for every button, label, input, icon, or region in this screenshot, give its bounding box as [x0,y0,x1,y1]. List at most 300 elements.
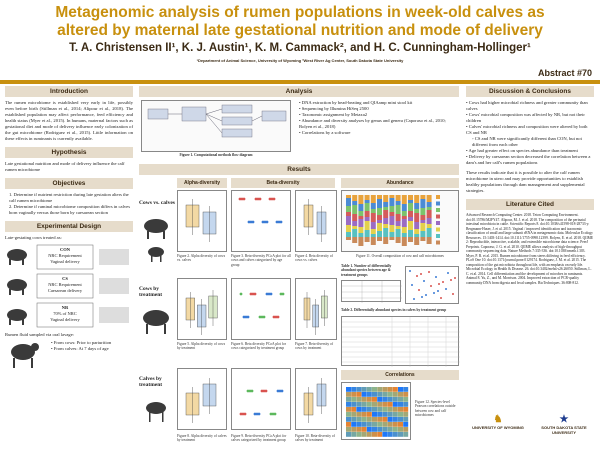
pcoa-plot [231,368,291,430]
pcoa-point [270,293,273,296]
heatmap-cell [372,412,377,417]
heatmap-cell [377,417,382,422]
abundance-segment [383,224,388,228]
abundance-segment [365,221,370,230]
group-note: Vaginal delivery [50,317,80,322]
poster-authors: T. A. Christensen II¹, K. J. Austin¹, K. M. Cammack², and H. C. Cunningham-Hollinger¹ [69,42,531,54]
abundance-segment [408,195,413,200]
abundance-segment [352,237,357,243]
results-grid [139,178,459,450]
heatmap-cell [398,387,403,392]
abundance-segment [377,199,382,208]
heatmap-cell [398,412,403,417]
pcoa-point [274,413,277,416]
heatmap-cell [372,402,377,407]
flow-diagram-graphic [142,101,292,153]
scatter-point [435,276,437,278]
boxplot [177,278,227,340]
heatmap-cell [362,432,367,437]
heatmap-cell [398,427,403,432]
heatmap-cell [346,387,351,392]
pcoa-point [280,221,283,224]
abundance-segment [389,198,394,206]
hypothesis-text: Late gestational nutrition and mode of delivery influence the calf rumen microbiome [5,161,125,172]
heatmap-cell [377,392,382,397]
abundance-segment [371,234,376,237]
abundance-segment [396,195,401,201]
abundance-segment [383,237,388,244]
heatmap-cell [372,407,377,412]
heatmap-cell [388,407,393,412]
figure-caption: Figure 3. Beta-diversity PCoA plot for all cows and calves categorized by age group [231,254,291,267]
heatmap-cell [388,417,393,422]
heatmap-cell [382,387,387,392]
design-heading: Experimental Design [5,221,133,232]
heatmap-cell [398,402,403,407]
heatmap-cell [346,397,351,402]
heatmap-cell [377,432,382,437]
abundance-segment [377,208,382,215]
abundance-segment [396,237,401,243]
heatmap-cell [346,402,351,407]
scatter-point [440,297,442,299]
analysis-item: • Abundance and diversity analyses by genus and genera (Caporaso et al., 2010; Bolyen et al., 2018) [299,118,446,129]
sampling-item: • From cows: Prior to parturition [51,340,112,345]
objectives-heading: Objectives [5,178,133,189]
scatter-point [428,271,430,273]
heatmap-cell [377,407,382,412]
table1-caption: Table 1. Number of differentially abundant species between age & treatment groups [341,264,392,277]
abundance-segment [371,237,376,245]
hypothesis-heading: Hypothesis [5,147,133,158]
heatmap-cell [346,412,351,417]
scatter-plot [405,266,459,304]
poster-title: Metagenomic analysis of rumen populations in week-old calves as altered by maternal late gestational nutrition and mode of delivery [55,4,545,39]
heatmap-cell [362,427,367,432]
heatmap-cell [393,397,398,402]
alpha-col-heading: Alpha-diversity [177,178,227,188]
abundance-segment [402,216,407,219]
heatmap-cell [403,397,408,402]
table2 [341,316,459,366]
heatmap-cell [372,417,377,422]
heatmap-cell [346,422,351,427]
pcoa-point [247,316,250,319]
scatter-point [409,270,411,272]
heatmap-cell [403,427,408,432]
sampling-block [5,338,133,372]
abundance-segment [420,199,425,208]
heatmap-cell [351,417,356,422]
abundance-segment [427,210,432,218]
abundance-segment [377,215,382,220]
abundance-segment [414,229,419,234]
abstract-number: Abstract #70 [537,68,592,78]
scatter-point [423,280,425,282]
figure-caption: Figure 4. Beta diversity of cows vs. calves [295,254,333,263]
heatmap-cell [362,402,367,407]
heatmap-cell [403,407,408,412]
abundance-segment [402,219,407,227]
group-desc: NRC Requirement [48,253,82,258]
heatmap-cell [393,412,398,417]
legend-swatch [436,208,440,212]
abundance-segment [377,231,382,237]
intro-heading: Introduction [5,86,133,97]
abundance-segment [352,214,357,221]
heatmap-cell [346,427,351,432]
pcoa-point [265,390,268,393]
abundance-segment [414,237,419,245]
abundance-segment [352,226,357,229]
heatmap-cell [398,422,403,427]
abundance-segment [402,237,407,246]
pcoa-plot [231,278,291,340]
abundance-segment [371,209,376,213]
heatmap-cell [372,422,377,427]
abundance-segment [389,212,394,216]
discussion-item: • Age had greater effect on species abundance than treatment [466,148,578,153]
heatmap-cell [403,402,408,407]
heatmap-cell [398,397,403,402]
abundance-segment [352,205,357,214]
sampling-intro: Rumen fluid sampled via oral lavage: [5,332,75,337]
abundance-segment [408,217,413,221]
abundance-segment [358,219,363,227]
heatmap-cell [356,417,361,422]
group-note: Caesarean delivery [47,288,83,293]
correlation-caption: Figure 12. Species-level Pearson correlations outside between cow and calf microbiomes [415,400,456,418]
header-divider [0,80,600,84]
abundance-segment [352,195,357,201]
heatmap-cell [346,392,351,397]
right-column [466,86,594,435]
heatmap-cell [351,407,356,412]
literature-heading: Literature Cited [466,199,594,210]
abundance-segment [420,208,425,215]
heatmap-cell [382,432,387,437]
design-diagram [5,241,133,329]
heatmap-cell [356,397,361,402]
abundance-segment [420,223,425,231]
abundance-col-heading: Abundance [341,178,459,188]
legend-swatch [436,202,440,206]
abundance-segment [420,195,425,199]
abundance-segment [346,237,351,240]
abundance-segment [420,220,425,223]
group-note: Vaginal delivery [50,259,80,264]
legend-swatch [436,215,440,219]
figure-caption: Figure 8. Alpha diversity of calves by treatment [177,434,227,443]
scatter-point [418,289,420,291]
abundance-segment [389,225,394,232]
legend-swatch [436,228,440,232]
pcoa-point [244,413,247,416]
heatmap-cell [393,427,398,432]
heatmap-cell [382,407,387,412]
scatter-point [438,283,440,285]
heatmap-cell [393,417,398,422]
group-code: CON [60,247,70,252]
scatter-point [421,296,423,298]
heatmap-cell [388,402,393,407]
heatmap-cell [351,432,356,437]
abundance-segment [352,229,357,237]
legend-swatch [436,195,440,199]
pcoa-point [243,198,246,201]
calf-icon [5,338,45,372]
heatmap-cell [382,412,387,417]
discussion-item: • Cows' microbial composition was affected by NR, but not their children [466,112,585,123]
abundance-segment [408,230,413,237]
abundance-segment [396,226,401,229]
abundance-segment [408,221,413,230]
scatter-point [450,279,452,281]
scatter-point [433,292,435,294]
abundance-segment [402,211,407,216]
boxplot [177,368,227,430]
heatmap-cell [362,387,367,392]
abundance-segment [396,201,401,205]
analysis-item: • Sequencing by Illumina HiSeq 2500 [299,106,369,111]
abundance-segment [402,195,407,204]
heatmap-cell [403,412,408,417]
figure-caption: Figure 6. Beta diversity PCoA plot for cows categorized by treatment group [231,342,287,351]
heatmap-cell [356,387,361,392]
heatmap-cell [377,412,382,417]
poster-header [0,0,600,80]
abundance-segment [383,207,388,210]
conclusion-text: These results indicate that it is possible to alter the calf rumen microbiome in utero and may provide opportunities to establish healthy populations through dam management and supplemental strategies. [466,170,585,193]
heatmap-cell [382,402,387,407]
heatmap-cell [367,412,372,417]
heatmap-cell [367,422,372,427]
heatmap-cell [372,387,377,392]
abundance-segment [427,218,432,224]
abundance-segment [352,201,357,205]
abundance-segment [427,228,432,237]
abundance-chart [342,191,460,253]
sdsu-logo [534,414,594,435]
abundance-segment [383,228,388,237]
design-intro: Late-gestating cows treated as: [5,235,62,240]
heatmap-cell [382,392,387,397]
row-label: Calves by treatment [139,376,163,388]
heatmap-cell [362,422,367,427]
heatmap-cell [356,427,361,432]
abundance-segment [414,209,419,213]
boxplot [177,190,227,252]
abundance-segment [358,216,363,219]
heatmap-cell [382,422,387,427]
heatmap-cell [388,427,393,432]
heatmap-cell [372,392,377,397]
poster-affiliation: ¹Department of Animal Science, University of Wyoming ²West River Ag Center, South Dakota State University [196,58,404,63]
abundance-segment [358,233,363,237]
abundance-segment [383,218,388,224]
heatmap-cell [377,427,382,432]
boxplot [295,368,337,430]
group-desc: 70% of NRC [53,311,77,316]
literature-text: Advanced Research Computing Center. 2018. Teton Computing Environment. doi:10.15786/M2FY47. Alipour, M. J. et al. 2018. The composition of the perinatal intestinal microbiota in cattle. Scientific Reports 8. doi:10.1038/s41598-018-28733-y. Bergmann-Huser, J. et al. 2015. Vaginal / improved identification and taxonomic classification of small and large subunit rRNA in metagenomic data. Molecular Ecology Resources. 15:1403-1414. doi:10.1111/1755-0998.12399. Bolyen, E. et al. 2018. QIIME 2: Reproducible, interactive, scalable, and extensible microbiome data science. PeerJ Preprints. Caporaso, J. G. et al. 2010. QIIME allows analysis of high-throughput community sequencing data. Nature Methods 7:335-336. doi:10.1038/nmeth.f.303. Myer, P. R. et al. 2015. Rumen microbiome from steers differing in feed efficiency. PLoS One 10. doi:10.1371/journal.pone.0129174. Rodriguez, J. M. et al. 2015. The composition of the gut microbiota throughout life, with an emphasis on early life. Microbial Ecology in Health & Disease. 26. doi:10.3402/mehd.v26.26050. Stillman, L. C. et al. 2014. Cell differentiation and the development of microbes in ruminants. Animal 8. Yu, Z., and M. Morrison. 2004. Improved extraction of PCR-quality community DNA from digesta and fecal samples. BioTechniques. 36:808-812. [466,213,594,285]
heatmap-cell [393,422,398,427]
abundance-segment [377,195,382,199]
figure-caption: Figure 10. Beta-diversity of calves by treatment [295,434,335,443]
pcoa-point [282,293,285,296]
abundance-segment [346,232,351,237]
table1 [341,280,401,302]
heatmap-cell [356,412,361,417]
figure-caption: Figure 7. Beta-diversity of cows by treatment [295,342,334,351]
pcoa-point [258,413,261,416]
analysis-heading: Analysis [139,86,459,97]
heatmap-cell [351,397,356,402]
abundance-segment [389,237,394,240]
heatmap-cell [346,417,351,422]
abundance-segment [420,215,425,220]
abundance-segment [402,227,407,233]
heatmap-cell [367,427,372,432]
heatmap-cell [393,432,398,437]
abundance-segment [365,230,370,237]
cow-calf-icon [139,214,173,264]
abundance-segment [396,229,401,237]
discussion-item: • Delivery by caesarean section decreased the correlation between a dam's and her calf's rumen populations [466,154,591,165]
heatmap-cell [367,402,372,407]
pcoa-point [277,316,280,319]
heatmap-cell [351,427,356,432]
heatmap-cell [372,397,377,402]
boxplot [295,190,337,252]
figure-caption: Figure 9. Beta-diversity PCoA plot for calves categorized by treatment group [231,434,287,443]
analysis-item: • Taxonomic assignment by Metaxa2 [299,112,368,117]
heatmap-cell [362,412,367,417]
heatmap-cell [362,407,367,412]
abundance-segment [396,205,401,214]
discussion-item: • Calves' microbial richness and composition were altered by both CS and NR [466,124,588,135]
abundance-segment [365,217,370,221]
abundance-segment [396,214,401,221]
abundance-segment [346,206,351,212]
heatmap-cell [377,422,382,427]
heatmap-cell [382,427,387,432]
heatmap-cell [367,392,372,397]
row-label: Cows by treatment [139,286,163,298]
discussion-item: • Cows had higher microbial richness and greater community than calves [466,100,588,111]
heatmap-cell [351,412,356,417]
abundance-segment [383,210,388,218]
discussion-item: ◦ CS and NR were significantly different than CON, but not different from each other [472,136,582,147]
heatmap-cell [393,402,398,407]
abundance-segment [402,204,407,211]
abundance-segment [346,216,351,225]
cow-icon [139,300,173,350]
scatter-points [406,267,460,305]
scatter-point [416,275,418,277]
uw-logo-text: UNIVERSITY OF WYOMING [472,425,524,430]
beta-col-heading: Beta-diversity [231,178,335,188]
heatmap-cell [346,407,351,412]
intro-text: The rumen microbiome is established very early in life, possibly even before birth (Stillman et al., 2014; Alipour et al., 2018). The established population may affect performance, feed efficiency and health status (Myer et al., 2015). In humans, maternal factors such as gestational diet and mode of delivery influence early colonization of the gut microbiome (Rodriguez et al., 2015). Little information on these effects in ruminants is currently available. [5,100,133,141]
methods-flow-diagram [141,100,291,152]
heatmap-cell [388,432,393,437]
objectives-list [5,192,133,216]
heatmap-cell [356,432,361,437]
heatmap-cell [377,397,382,402]
heatmap-cell [398,432,403,437]
heatmap-cell [372,432,377,437]
abundance-segment [377,237,382,241]
abundance-segment [427,237,432,244]
abundance-segment [427,195,432,202]
heatmap-cell [362,397,367,402]
abundance-segment [408,203,413,211]
abundance-segment [383,195,388,202]
heatmap-cell [393,387,398,392]
abundance-segment [427,224,432,228]
heatmap-cell [356,392,361,397]
scatter-point [420,273,422,275]
correlation-heatmap [341,382,411,440]
figure-caption: Figure 2. Alpha diversity of cows vs. calves [177,254,226,263]
abundance-segment [389,206,394,212]
scatter-point [413,298,415,300]
heatmap-cell [382,397,387,402]
abundance-segment [408,237,413,242]
abundance-segment [371,222,376,229]
table1-grid [342,281,402,303]
heatmap-cell [393,407,398,412]
objective-item: 1. Determine if nutrient restriction during late gestation alters the calf rumen microbiome [9,192,129,203]
heatmap-cell [351,422,356,427]
pcoa-plot [231,190,291,252]
abundance-segment [346,212,351,216]
analysis-block [139,100,459,162]
heatmap-cell [398,407,403,412]
abundance-segment [420,231,425,237]
group-code: CS [62,276,68,281]
abundance-segment [358,227,363,233]
table2-caption: Table 2. Differentially abundant species in calves by treatment group [341,308,447,312]
heatmap-cell [367,432,372,437]
sdsu-logo-text: SOUTH DAKOTA STATE UNIVERSITY [541,425,587,435]
abundance-segment [365,195,370,200]
heatmap-cell [403,387,408,392]
sampling-list [51,340,131,352]
abundance-segment [414,213,419,222]
sdsu-seal-icon: ★ [559,414,569,425]
heatmap-cell [388,397,393,402]
sampling-item: • From calves: At 7 days of age [51,346,109,351]
abundance-segment [408,211,413,217]
scatter-point [411,284,413,286]
abundance-segment [358,211,363,216]
abundance-segment [402,233,407,237]
table2-grid [342,317,460,367]
results-heading: Results [139,164,459,175]
heatmap-cell [351,402,356,407]
abundance-segment [383,202,388,207]
scatter-point [442,281,444,283]
abundance-stacked-bars [341,190,459,252]
abundance-segment [346,195,351,198]
abundance-segment [377,220,382,223]
figure-caption: Figure 5. Alpha diversity of cows by treatment [177,342,226,351]
pcoa-point [273,198,276,201]
objective-item: 2. Determine if ruminal microbiome composition differs in calves born vaginally versus those born by caesarean section [9,204,130,215]
heatmap-cell [403,392,408,397]
abundance-segment [371,195,376,203]
